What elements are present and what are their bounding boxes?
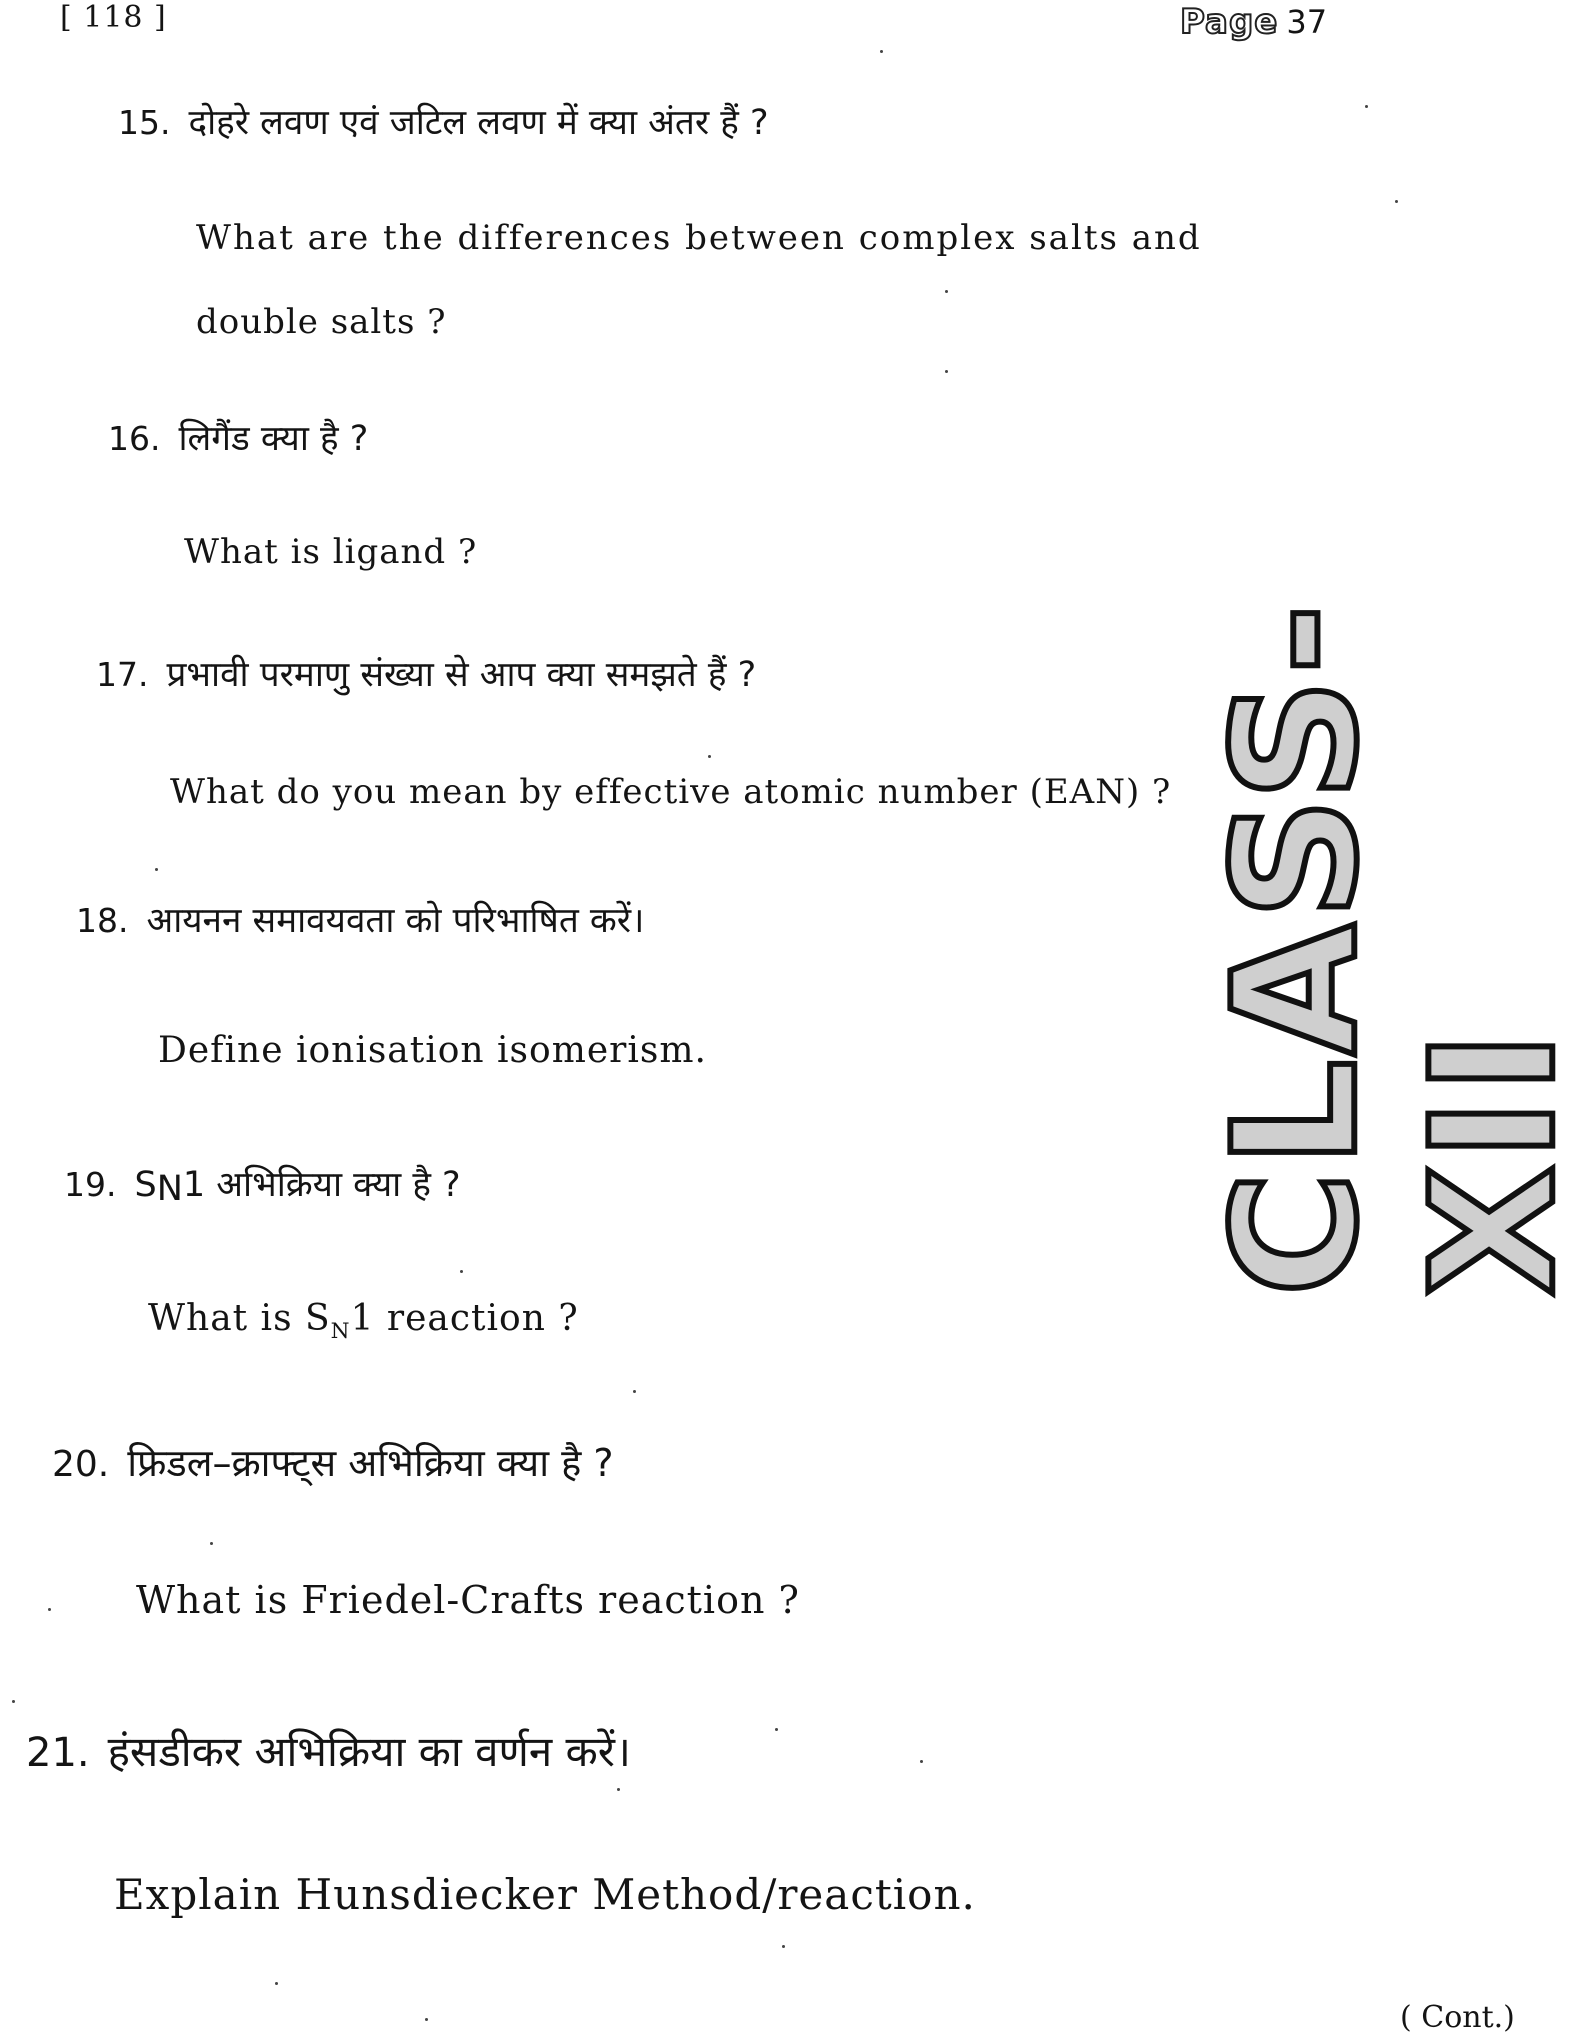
english-prefix: What is S — [148, 1298, 331, 1339]
scan-speck — [275, 1982, 278, 1985]
scan-speck — [782, 1945, 785, 1948]
question-19-hindi-line — [64, 1160, 461, 1209]
scan-speck — [48, 1608, 51, 1611]
question-21-english: Explain Hunsdiecker Method/reaction. — [114, 1870, 976, 1919]
question-17-english: What do you mean by effective atomic number (EAN) ? — [170, 772, 1172, 812]
english-subscript: N — [330, 1319, 351, 1345]
question-17-hindi-line — [96, 650, 756, 697]
question-16-english: What is ligand ? — [184, 532, 478, 572]
question-19-english — [148, 1298, 579, 1344]
question-number: 18. — [76, 901, 129, 940]
question-hindi-prefix: S — [134, 1165, 157, 1205]
question-18-english: Define ionisation isomerism. — [158, 1030, 707, 1071]
question-number: 16. — [108, 419, 161, 458]
scan-speck — [880, 50, 883, 53]
scan-speck — [1395, 200, 1398, 203]
scan-speck — [920, 1760, 923, 1763]
question-21-hindi-line — [26, 1722, 631, 1779]
continued-note: ( Cont.) — [1400, 2000, 1515, 2035]
scan-speck — [775, 1728, 778, 1731]
question-hindi: फ्रिडल–क्राफ्ट्स अभिक्रिया क्या है ? — [127, 1441, 614, 1485]
question-15-hindi-line — [118, 98, 769, 145]
scan-speck — [617, 1788, 620, 1791]
page-word: Page — [1180, 2, 1279, 42]
scan-speck — [12, 1700, 15, 1703]
question-hindi-rest: 1 अभिक्रिया क्या है ? — [182, 1165, 461, 1205]
scan-speck — [460, 1270, 463, 1273]
question-hindi-subscript: N — [156, 1169, 183, 1210]
question-20-hindi-line — [52, 1436, 614, 1488]
question-hindi: हंसडीकर अभिक्रिया का वर्णन करें। — [107, 1727, 631, 1776]
question-hindi: दोहरे लवण एवं जटिल लवण में क्या अंतर हैं ? — [188, 103, 769, 143]
question-15-english-line-1: What are the differences between complex salts and — [196, 218, 1202, 258]
question-number: 20. — [52, 1444, 110, 1485]
page-label — [1180, 2, 1327, 42]
scan-speck — [210, 1542, 213, 1545]
question-18-hindi-line — [76, 896, 644, 943]
scan-speck — [425, 2018, 428, 2021]
scan-speck — [633, 1390, 636, 1393]
scan-speck — [945, 290, 948, 293]
question-number: 21. — [26, 1730, 90, 1776]
question-hindi: प्रभावी परमाणु संख्या से आप क्या समझते हैं ? — [166, 655, 757, 695]
scan-speck — [708, 755, 711, 758]
question-15-english-line-2: double salts ? — [196, 302, 447, 342]
class-xii-side-label — [1197, 385, 1593, 1525]
english-rest: 1 reaction ? — [350, 1298, 579, 1339]
question-hindi: लिगैंड क्या है ? — [178, 419, 369, 459]
question-number: 15. — [118, 103, 171, 142]
scan-speck — [945, 370, 948, 373]
question-16-hindi-line — [108, 414, 368, 461]
question-hindi: आयनन समावयवता को परिभाषित करें। — [146, 901, 645, 941]
scan-speck — [1365, 105, 1368, 108]
question-number: 19. — [64, 1165, 117, 1204]
page-number: 37 — [1286, 3, 1328, 41]
question-number: 17. — [96, 655, 149, 694]
side-label-text: CLASS-XII — [1197, 599, 1593, 1297]
question-20-english: What is Friedel-Crafts reaction ? — [136, 1578, 800, 1622]
scan-speck — [155, 868, 158, 871]
page-bracket-number: [ 118 ] — [60, 0, 167, 35]
